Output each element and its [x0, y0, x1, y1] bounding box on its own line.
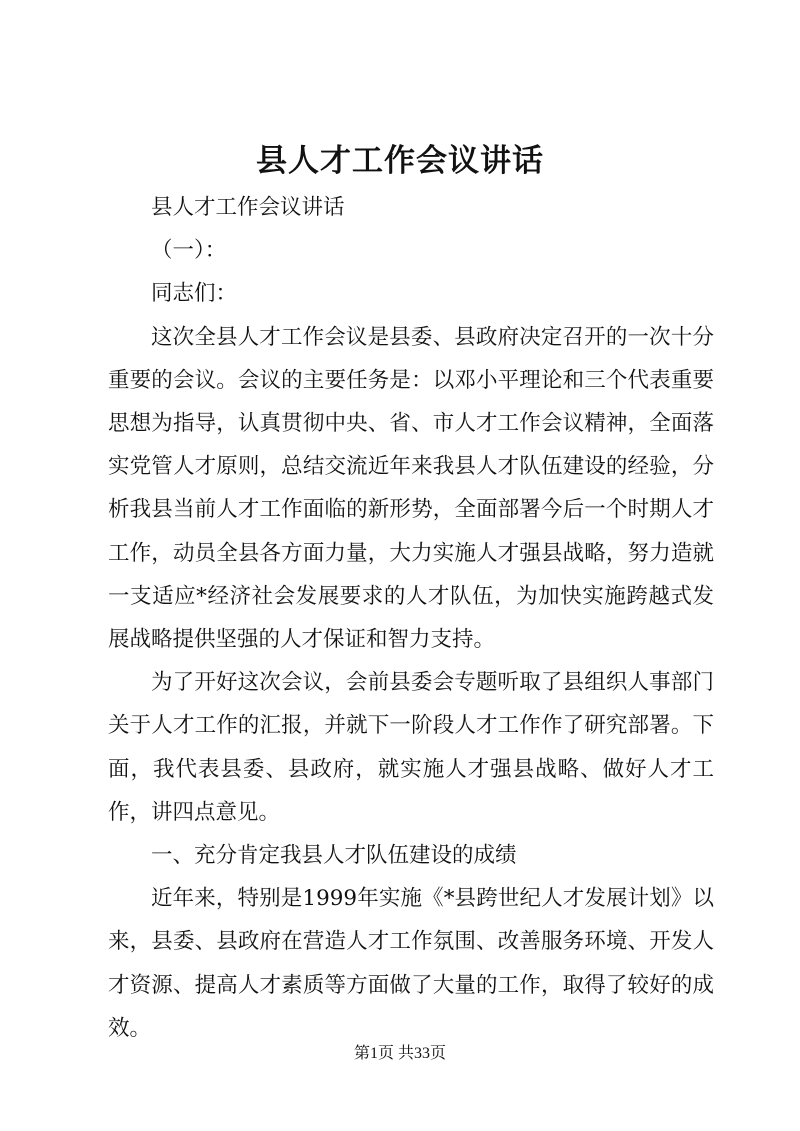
- document-title: 县人才工作会议讲话: [256, 143, 544, 179]
- page-number-footer: 第1页 共33页: [353, 1045, 446, 1062]
- paragraph-section-number: （一）：: [151, 238, 227, 264]
- paragraph-subtitle: 县人才工作会议讲话: [151, 195, 345, 220]
- paragraph-recent-years: 近年来，特别是1999年实施《*县跨世纪人才发展计划》以来，县委、县政府在营造人才工作氛围、改善服务环境、开发人才资源、提高人才素质等方面做了大量的工作，取得了较好的成效。: [108, 886, 714, 1041]
- paragraph-intro: 这次全县人才工作会议是县委、县政府决定召开的一次十分重要的会议。会议的主要任务是：以邓小平理论和三个代表重要思想为指导，认真贯彻中央、省、市人才工作会议精神，全面落实党管人才原则，总结交流近年来我县人才队伍建设的经验，分析我县当前人才工作面临的新形势，全面部署今后一个时期人才工作，动员全县各方面力量，大力实施人才强县战略，努力造就一支适应*经济社会发展要求的人才队伍，为加快实施跨越式发展战略提供坚强的人才保证和智力支持。: [108, 324, 714, 653]
- section-heading-achievements: 一、充分肯定我县人才队伍建设的成绩: [151, 843, 517, 869]
- paragraph-salutation: 同志们：: [151, 281, 238, 307]
- paragraph-meeting-preparation: 为了开好这次会议，会前县委会专题听取了县组织人事部门关于人才工作的汇报，并就下一阶段人才工作作了研究部署。下面，我代表县委、县政府，就实施人才强县战略、做好人才工作，讲四点意见。: [108, 670, 714, 825]
- document-body: [108, 186, 714, 1050]
